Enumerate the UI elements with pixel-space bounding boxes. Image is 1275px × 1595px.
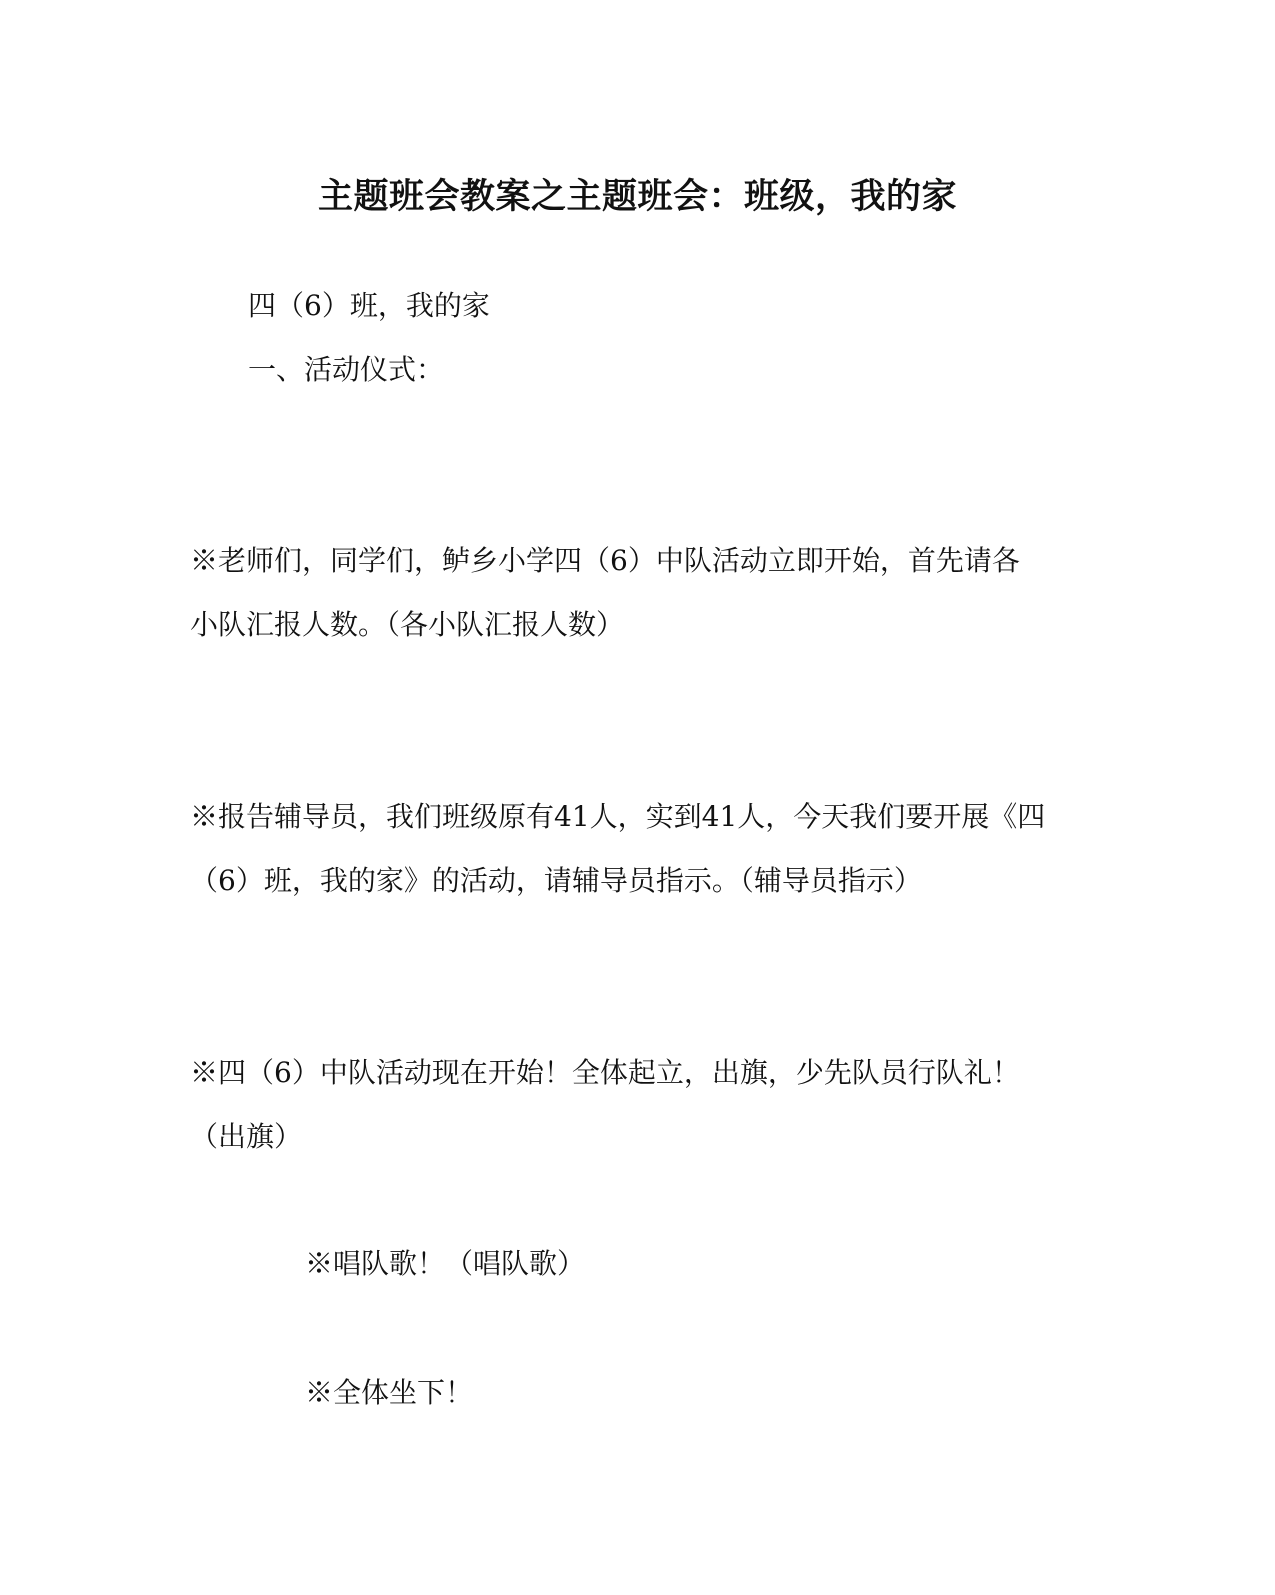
document-title: 主题班会教案之主题班会：班级，我的家 [317,176,957,217]
paragraph-line: ※四（6）中队活动现在开始！全体起立，出旗，少先队员行队礼！ [190,1056,1020,1089]
section-heading: 一、活动仪式： [248,353,445,386]
paragraph-line: ※老师们，同学们，鲈乡小学四（6）中队活动立即开始，首先请各 [190,544,1020,577]
indented-item: ※唱队歌！（唱队歌） [305,1247,586,1280]
paragraph-line: 小队汇报人数。（各小队汇报人数） [190,608,625,641]
document-subtitle: 四（6）班，我的家 [248,289,490,322]
paragraph-line: ※报告辅导员，我们班级原有41人，实到41人，今天我们要开展《四 [190,800,1046,833]
indented-item: ※全体坐下！ [305,1376,474,1409]
paragraph-line: （出旗） [190,1120,303,1153]
paragraph-line: （6）班，我的家》的活动，请辅导员指示。（辅导员指示） [190,864,922,897]
